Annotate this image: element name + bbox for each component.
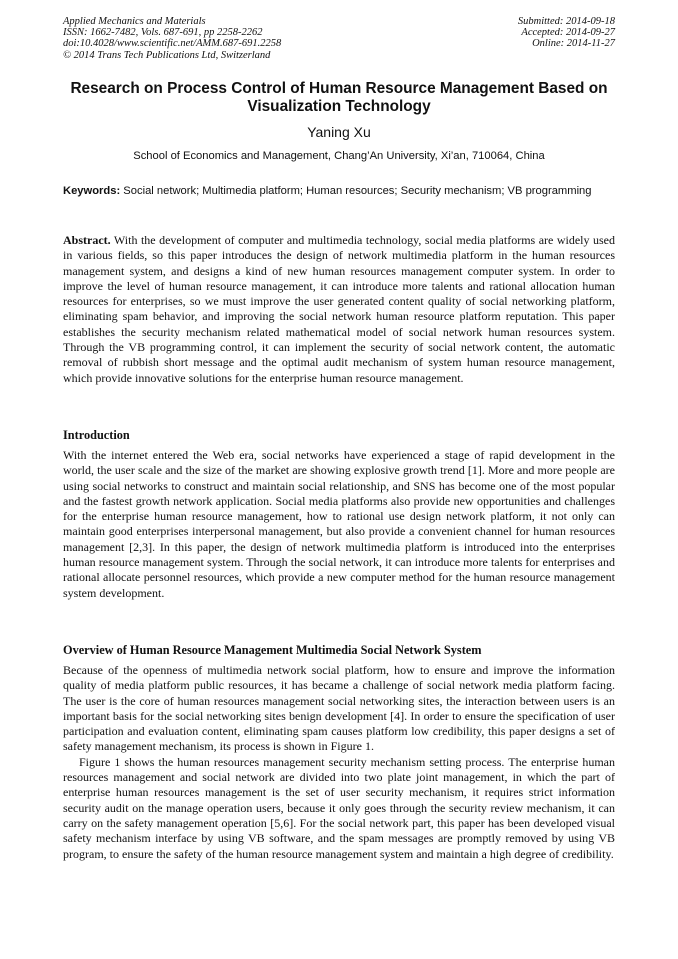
introduction-section [63, 448, 615, 601]
author-name: Yaning Xu [307, 124, 371, 140]
abstract-label: Abstract. [63, 233, 111, 247]
abstract [63, 233, 615, 386]
online-date: Online: 2014-11-27 [532, 38, 615, 50]
submission-dates [518, 16, 615, 50]
journal-info [63, 16, 281, 61]
paragraph: Because of the openness of multimedia network social platform, how to ensure and improve the information quality of media platform public resources, it has became a challenge of social network media platform facing. The user is the core of human resources management social networking sites, the interaction between users is an important basis for the social networking sites benign development [4]. In order to ensure the specification of user participation and evaluation content, eliminating spam causes platform low credibility, this paper designs a set of safety management mechanism, its process is shown in Figure 1. [63, 663, 615, 754]
paragraph: With the internet entered the Web era, social networks have experienced a stage of rapid development in the world, the user scale and the size of the market are showing explosive growth trend [1]. More and more people are using social networks to construct and maintain social relationship, and SNS has become one of the most popular and the fastest growth network application. Social media platforms also provide new opportunities and challenges for the enterprise human resource management, how to rational use design network platform, it not only can maintain good enterprises interpersonal management, but also provide a convenient channel for human resources management [2,3]. In this paper, the design of network multimedia platform is introduced into the enterprises human resource management system. Through the social network, it can introduce more talents for enterprises and rational allocate personnel resources, which provide a new computer method for the human resource management system development. [63, 448, 615, 600]
section-heading-overview: Overview of Human Resource Management Multimedia Social Network System [63, 643, 482, 657]
keywords [63, 184, 615, 198]
submitted-date: Submitted: 2014-09-18 [517, 16, 615, 27]
overview-section [63, 663, 615, 862]
section-heading-introduction: Introduction [63, 428, 130, 442]
abstract-text: With the development of computer and multimedia technology, social media platforms are widely used in various fields, so this paper introduces the design of network multimedia platform in the human resources management system, and designs a kind of new human resources management computer system. In order to improve the level of human resource management, it can introduce more talents and rational allocation human resources for enterprises, so we must improve the user generated content quality of social networking platform, eliminating spam behavior, and improving the social network human resource platform reputation. This paper establishes the security mechanism related mathematical model of social network human resources system. Through the VB programming control, it can implement the security of social network content, the automatic removal of rubbish short message and the optimal audit mechanism of system human resource management, which provide innovative solutions for the enterprise human resource management. [63, 233, 615, 385]
author-affiliation: School of Economics and Management, Chang’An University, Xi’an, 710064, China [133, 150, 545, 162]
copyright-line: © 2014 Trans Tech Publications Ltd, Switzerland [63, 49, 271, 61]
journal-name: Applied Mechanics and Materials [63, 16, 206, 27]
keywords-label: Keywords: [63, 185, 121, 197]
keywords-text: Social network; Multimedia platform; Human resources; Security mechanism; VB programming [120, 185, 592, 197]
paper-title: Research on Process Control of Human Resource Management Based on Visualization Technology [70, 80, 608, 115]
paragraph: Figure 1 shows the human resources management security mechanism setting process. The enterprise human resources management and social network are divided into two plate joint management, in which the part of enterprise human resources management is the set of user security mechanism, it requires strict information security audit on the manage operation users, because it only goes through the security review mechanism, it can carry on the safety management operation [5,6]. For the social network part, this paper has been developed visual safety mechanism interface by using VB software, and the spam messages are promptly removed by using VB program, to ensure the safety of the human resource management system and maintain a high degree of credibility. [63, 754, 615, 861]
issn-line: ISSN: 1662-7482, Vols. 687-691, pp 2258-2262 [63, 27, 263, 39]
doi-line: doi:10.4028/www.scientific.net/AMM.687-691.2258 [63, 38, 282, 50]
accepted-date: Accepted: 2014-09-27 [521, 27, 615, 39]
